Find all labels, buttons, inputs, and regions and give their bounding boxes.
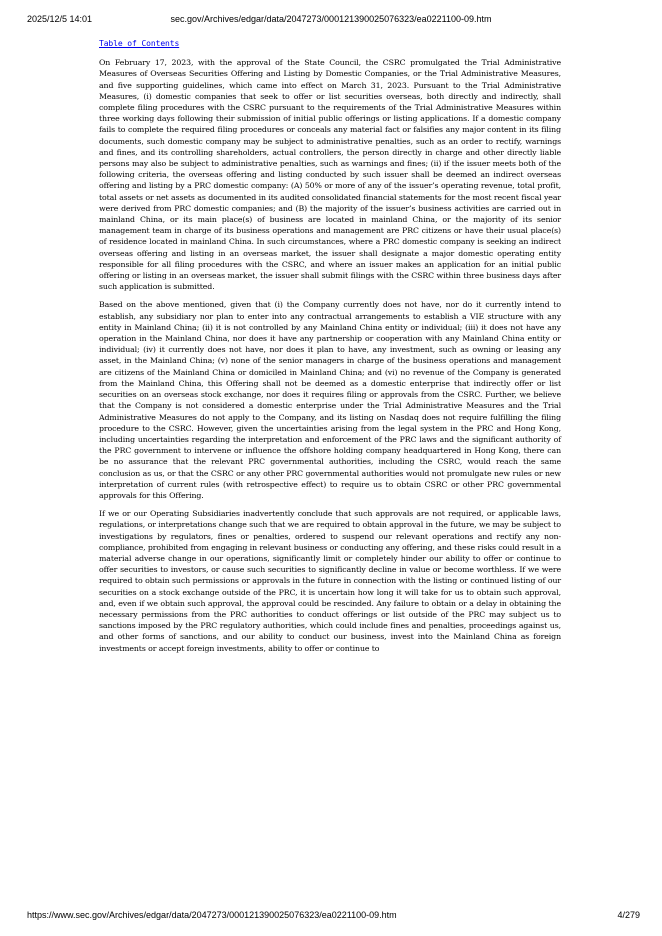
- print-page-number: 4/279: [617, 910, 640, 920]
- print-datetime: 2025/12/5 14:01: [27, 14, 93, 24]
- paragraph-trial-measures: On February 17, 2023, with the approval of the State Council, the CSRC promulgated the Trial Administrative Measures of Overseas Securities Offering and Listing by Domestic Companies, or the Trial Administrative Measures, and five supporting guidelines, which came into effect on March 31, 2023. Pursuant to the Trial Administrative Measures, (i) domestic companies that seek to offer or list securities overseas, both directly and indirectly, shall complete filing procedures with the CSRC pursuant to the requirements of the Trial Administrative Measures within three working days following their submission of initial public offerings or listing applications. If a domestic company fails to complete the required filing procedures or conceals any material fact or falsifies any major content in its filing documents, such domestic company may be subject to administrative penalties, such as an order to rectify, warnings and fines, and its controlling shareholders, actual controllers, the person directly in charge and other directly liable persons may also be subject to administrative penalties, such as warnings and fines; (ii) if the issuer meets both of the following criteria, the overseas offering and listing conducted by such issuer shall be deemed an indirect overseas offering and listing by a PRC domestic company: (A) 50% or more of any of the issuer’s operating revenue, total profit, total assets or net assets as documented in its audited consolidated financial statements for the most recent fiscal year were derived from PRC domestic companies; and (B) the majority of the issuer’s business activities are carried out in mainland China, or its main place(s) of business are located in mainland China, or the majority of its senior management team in charge of its business operations and management are PRC citizens or have their usual place(s) of residence located in mainland China. In such circumstances, where a PRC domestic company is seeking an indirect overseas offering and listing in an overseas market, the issuer shall designate a major domestic operating entity responsible for all filing procedures with the CSRC, and where an issuer makes an application for an initial public offering or listing in an overseas market, the issuer shall submit filings with the CSRC within three business days after such application is submitted.: [99, 58, 561, 292]
- print-url: https://www.sec.gov/Archives/edgar/data/2047273/000121390025076323/ea0221100-09.htm: [27, 910, 397, 920]
- print-page-title: sec.gov/Archives/edgar/data/2047273/000121390025076323/ea0221100-09.htm: [170, 14, 492, 24]
- table-of-contents-link[interactable]: Table of Contents: [99, 39, 180, 48]
- document-body: [99, 38, 561, 661]
- paragraph-company-status: Based on the above mentioned, given that (i) the Company currently does not have, nor do it currently intend to establish, any subsidiary nor plan to enter into any contractual arrangements to establish a VIE structure with any entity in Mainland China; (ii) it is not controlled by any Mainland China entity or individual; (iii) it does not have any operation in the Mainland China, nor does it have any partnership or cooperation with any Mainland China entity or individual; (iv) it currently does not have, nor does it plan to have, any investment, such as owning or leasing any asset, in the Mainland China; (v) none of the senior managers in charge of the business operations and management are citizens of the Mainland China or domiciled in Mainland China; and (vi) no revenue of the Company is generated from the Mainland China, this Offering shall not be deemed as a domestic enterprise that indirectly offer or list securities on an overseas stock exchange, nor does it requires filing or approvals from the CSRC. Further, we believe that the Company is not considered a domestic enterprise under the Trial Administrative Measures and the Trial Administrative Measures do not apply to the Company, and its listing on Nasdaq does not require fulfilling the filing procedure to the CSRC. However, given the uncertainties arising from the legal system in the PRC and Hong Kong, including uncertainties regarding the interpretation and enforcement of the PRC laws and the significant authority of the PRC government to intervene or influence the offshore holding company headquartered in Hong Kong, there can be no assurance that the relevant PRC governmental authorities, including the CSRC, would reach the same conclusion as us, or that the CSRC or any other PRC governmental authorities would not promulgate new rules or new interpretation of current rules (with retrospective effect) to require us to obtain CSRC or other PRC governmental approvals for this Offering.: [99, 300, 561, 500]
- paragraph-approval-risks: If we or our Operating Subsidiaries inadvertently conclude that such approvals are not required, or applicable laws, regulations, or interpretations change such that we are required to obtain approval in the future, we may be subject to investigations by regulators, fines or penalties, ordered to suspend our relevant operations and rectify any non-compliance, prohibited from engaging in relevant business or conducting any offering, and these risks could result in a material adverse change in our operations, significantly limit or completely hinder our ability to offer or continue to offer securities to investors, or cause such securities to significantly decline in value or become worthless. If we were required to obtain such permissions or approvals in the future in connection with the listing or continued listing of our securities on a stock exchange outside of the PRC, it is uncertain how long it will take for us to obtain such approval, and, even if we obtain such approval, the approval could be rescinded. Any failure to obtain or a delay in obtaining the necessary permissions from the PRC authorities to conduct offerings or list outside of the PRC may subject us to sanctions imposed by the PRC regulatory authorities, which could include fines and penalties, proceedings against us, and other forms of sanctions, and our ability to conduct our business, invest into the Mainland China as foreign investments or accept foreign investments, ability to offer or continue to: [99, 509, 561, 653]
